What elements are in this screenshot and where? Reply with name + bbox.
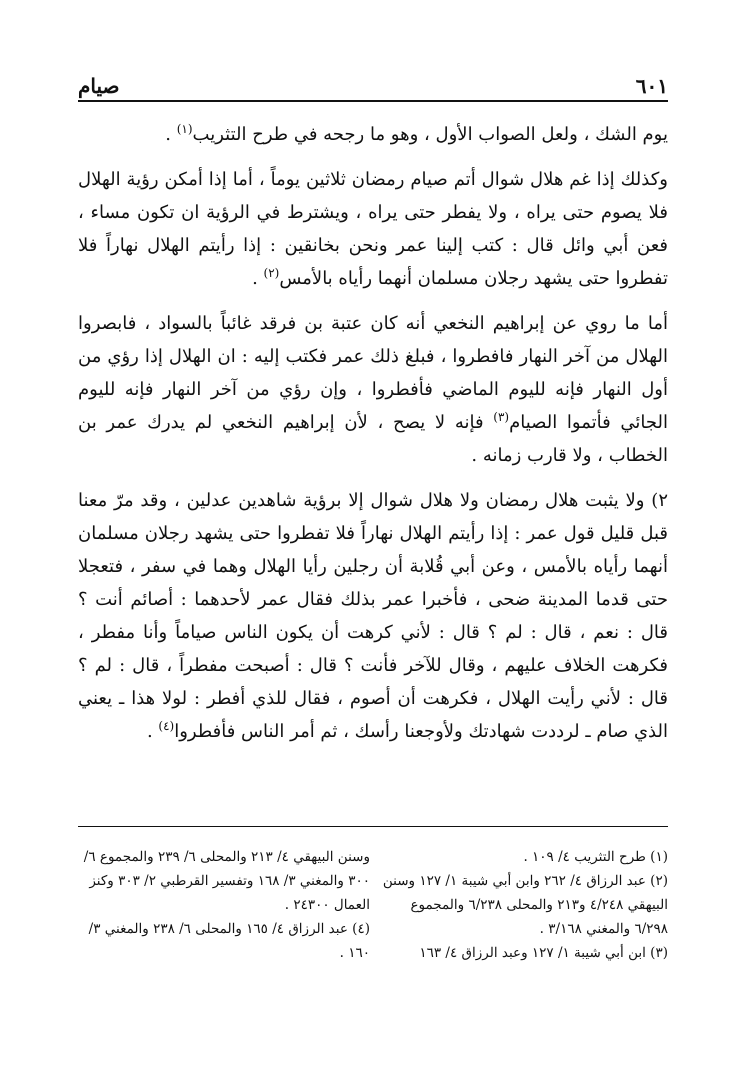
paragraph-2: وكذلك إذا غم هلال شوال أتم صيام رمضان ثلاثين يوماً ، أما إذا أمكن رؤية الهلال فلا يصوم حتى يراه ، ولا يفطر حتى يراه ، ويشترط في الرؤية ان تكون مساء ، فعن أبي وائل قال : كتب إلينا عمر ونحن بخانقين : إذا رأيتم الهلال نهاراً فلا تفطروا حتى يشهد رجلان مسلمان أنهما رأياه بالأمس$^{(٢)}$ . bbox=[78, 169, 668, 289]
paragraph-1: يوم الشك ، ولعل الصواب الأول ، وهو ما رجحه في طرح التثريب$^{(١)}$ . bbox=[165, 122, 668, 145]
main-text bbox=[78, 118, 668, 760]
page-header bbox=[78, 70, 668, 100]
footnote-4: (٤) عبد الرزاق ٤/ ١٦٥ والمحلى ٦/ ٢٣٨ والمغني ٣/ ١٦٠ . bbox=[88, 921, 370, 961]
footnote-3: (٣) ابن أبي شيبة ١/ ١٢٧ وعبد الرزاق ٤/ ١٦٣ bbox=[419, 945, 668, 961]
footnote-ref-2[interactable]: (٢) bbox=[263, 266, 280, 280]
footnotes-right-column bbox=[376, 845, 668, 965]
page-number: ٦٠١ bbox=[635, 74, 668, 98]
footnote-3-continued: وسنن البيهقي ٤/ ٢١٣ والمحلى ٦/ ٢٣٩ والمجموع ٦/ ٣٠٠ والمغني ٣/ ١٦٨ وتفسير القرطبي ٢/ ٣٠٣ وكنز العمال ٢٤٣٠٠ . bbox=[83, 849, 370, 913]
header-divider bbox=[78, 100, 668, 102]
footnote-ref-1[interactable]: (١) bbox=[176, 122, 193, 136]
paragraph-3: أما ما روي عن إبراهيم النخعي أنه كان عتبة بن فرقد غائباً بالسواد ، فابصروا الهلال من آخر النهار فافطروا ، فبلغ ذلك عمر فكتب إليه : ان الهلال إذا رؤي من أول النهار فإنه لليوم الماضي فأفطروا ، وإن رؤي من آخر النهار فإنه لليوم الجائي فأتموا الصيام$^{(٣)}$ فإنه لا يصح ، لأن إبراهيم النخعي لم يدرك عمر بن الخطاب ، ولا قارب زمانه . bbox=[78, 313, 668, 466]
footnote-1: (١) طرح التثريب ٤/ ١٠٩ . bbox=[523, 849, 668, 865]
footnote-divider bbox=[78, 826, 668, 827]
footnote-ref-3[interactable]: (٣) bbox=[493, 410, 510, 424]
page-title: صيام bbox=[78, 74, 120, 98]
paragraph-4: ٢) ولا يثبت هلال رمضان ولا هلال شوال إلا برؤية شاهدين عدلين ، وقد مرّ معنا قبل قليل قول عمر : إذا رأيتم الهلال نهاراً فلا تفطروا حتى يشهد رجلان مسلمان أنهما رأياه بالأمس ، وعن أبي قُلابة أن رجلين رأيا الهلال وهما في سفر ، فتعجلا حتى قدما المدينة ضحى ، فأخبرا عمر بذلك فقال عمر لأحدهما : أصائم أنت ؟ قال : نعم ، قال : لم ؟ قال : لأني كرهت أن يكون الناس صياماً وأنا مفطر ، فكرهت الخلاف عليهم ، وقال للآخر فأنت ؟ قال : أصبحت مفطراً ، قال : لم ؟ قال : لأني رأيت الهلال ، فكرهت أن أصوم ، فقال للذي أفطر : لولا هذا ـ يعني الذي صام ـ لرددت شهادتك ولأوجعنا رأسك ، ثم أمر الناس فأفطروا$^{(٤)}$ . bbox=[78, 490, 668, 742]
footnotes-left-column bbox=[78, 845, 370, 965]
footnote-2: (٢) عبد الرزاق ٤/ ٢٦٢ وابن أبي شيبة ١/ ١٢٧ وسنن البيهقي ٤/٢٤٨ و٢١٣ والمحلى ٦/٢٣٨ والمجموع ٦/٢٩٨ والمغني ٣/١٦٨ . bbox=[382, 873, 668, 937]
footnote-ref-4[interactable]: (٤) bbox=[158, 719, 175, 733]
